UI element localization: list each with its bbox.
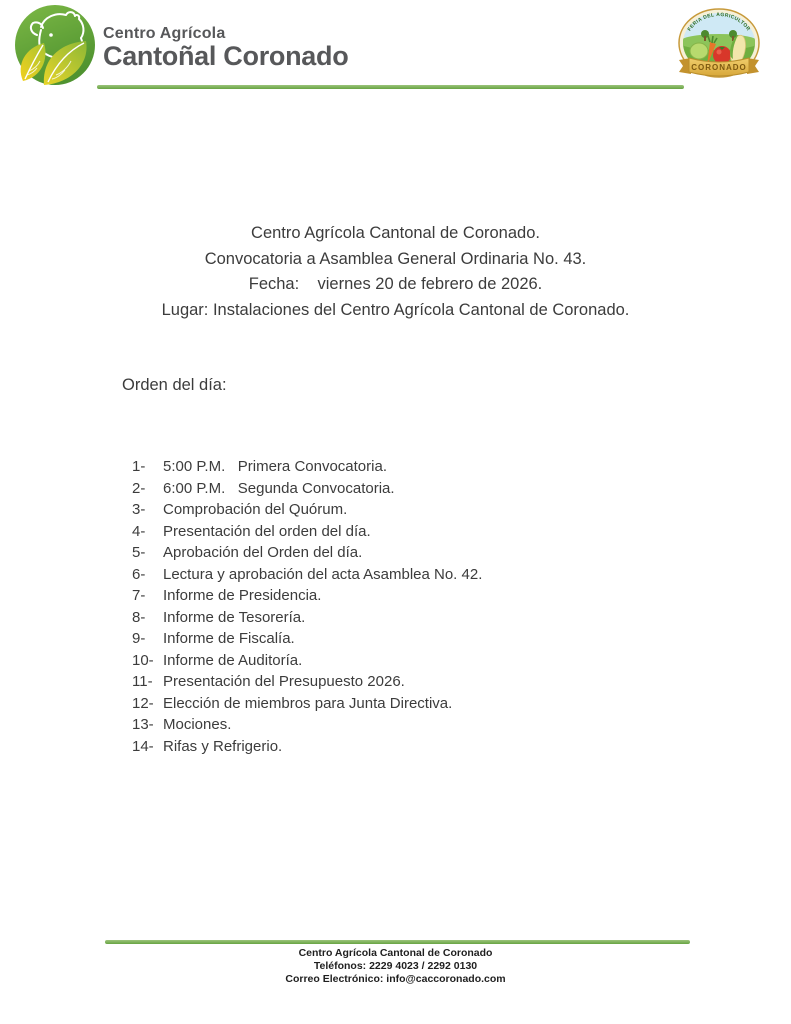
agenda-item-text: Comprobación del Quórum. <box>163 501 348 518</box>
agenda-item <box>132 673 652 695</box>
header-divider <box>97 85 684 89</box>
agenda-item-number: 7- <box>132 587 146 604</box>
agenda-item <box>132 738 652 760</box>
agenda-item <box>132 544 652 566</box>
agenda-item <box>132 609 652 631</box>
agenda-item-text: Rifas y Refrigerio. <box>163 737 283 755</box>
agenda-list <box>132 458 652 759</box>
agenda-item <box>132 523 652 545</box>
title-block <box>0 221 791 323</box>
title-line-fecha: Fecha: viernes 20 de febrero de 2026. <box>248 275 543 294</box>
agenda-item-number: 1- <box>132 458 146 475</box>
agenda-item-number: 6- <box>132 565 146 583</box>
agenda-item-text: Informe de Auditoría. <box>163 651 303 669</box>
agenda-item-text: Presentación del orden del día. <box>163 522 371 540</box>
agenda-item-number: 12- <box>132 694 154 712</box>
title-line-convocatoria: Convocatoria a Asamblea General Ordinaria No. 43. <box>204 249 587 268</box>
agenda-item <box>132 458 652 480</box>
agenda-item-number: 13- <box>132 716 154 733</box>
badge-banner-text: CORONADO <box>691 63 747 72</box>
agenda-item-number: 10- <box>132 651 154 669</box>
footer-divider <box>105 940 690 944</box>
agenda-item <box>132 480 652 502</box>
agenda-item-text: 5:00 P.M. Primera Convocatoria. <box>163 458 387 475</box>
title-line-organization: Centro Agrícola Cantonal de Coronado. <box>251 224 540 242</box>
agenda-item-text: Informe de Fiscalía. <box>163 630 295 647</box>
footer-organization: Centro Agrícola Cantonal de Coronado <box>298 947 493 959</box>
coronado-badge-icon <box>675 6 763 84</box>
footer <box>0 947 791 986</box>
agenda-item-number: 4- <box>132 522 146 540</box>
agenda-item <box>132 630 652 652</box>
agenda-item-text: Aprobación del Orden del día. <box>163 544 363 561</box>
agenda-item <box>132 566 652 588</box>
logo-wordmark <box>103 26 348 70</box>
badge-arc-text: FERIA DEL AGRICULTOR <box>686 11 752 33</box>
agenda-item-text: Mociones. <box>163 716 232 733</box>
footer-phones: Teléfonos: 2229 4023 / 2292 0130 <box>313 960 478 972</box>
agenda-item-text: Presentación del Presupuesto 2026. <box>163 673 405 690</box>
logo-wordmark-line2: Cantoñal Coronado <box>103 41 349 71</box>
agenda-item-text: Elección de miembros para Junta Directiva. <box>163 694 453 712</box>
agenda-item-number: 2- <box>132 479 146 497</box>
agenda-item-text: Informe de Tesorería. <box>163 608 306 626</box>
agenda-item-number: 5- <box>132 544 146 561</box>
title-line-lugar: Lugar: Instalaciones del Centro Agrícola Cantonal de Coronado. <box>161 300 630 319</box>
cow-leaf-logo-icon <box>10 3 100 91</box>
agenda-item-text: Lectura y aprobación del acta Asamblea No. 42. <box>163 565 483 583</box>
agenda-item <box>132 652 652 674</box>
footer-email: Correo Electrónico: info@caccoronado.com <box>285 973 506 985</box>
agenda-item <box>132 501 652 523</box>
agenda-heading: Orden del día: <box>122 376 227 394</box>
agenda-item-number: 3- <box>132 501 146 518</box>
agenda-item-text: 6:00 P.M. Segunda Convocatoria. <box>163 479 395 497</box>
agenda-item-number: 14- <box>132 737 154 755</box>
agenda-item-text: Informe de Presidencia. <box>163 587 322 604</box>
agenda-item <box>132 716 652 738</box>
agenda-item-number: 9- <box>132 630 146 647</box>
agenda-item <box>132 695 652 717</box>
agenda-item-number: 11- <box>132 673 153 690</box>
agenda-item <box>132 587 652 609</box>
agenda-item-number: 8- <box>132 608 146 626</box>
logo-wordmark-line1: Centro Agrícola <box>103 25 226 42</box>
